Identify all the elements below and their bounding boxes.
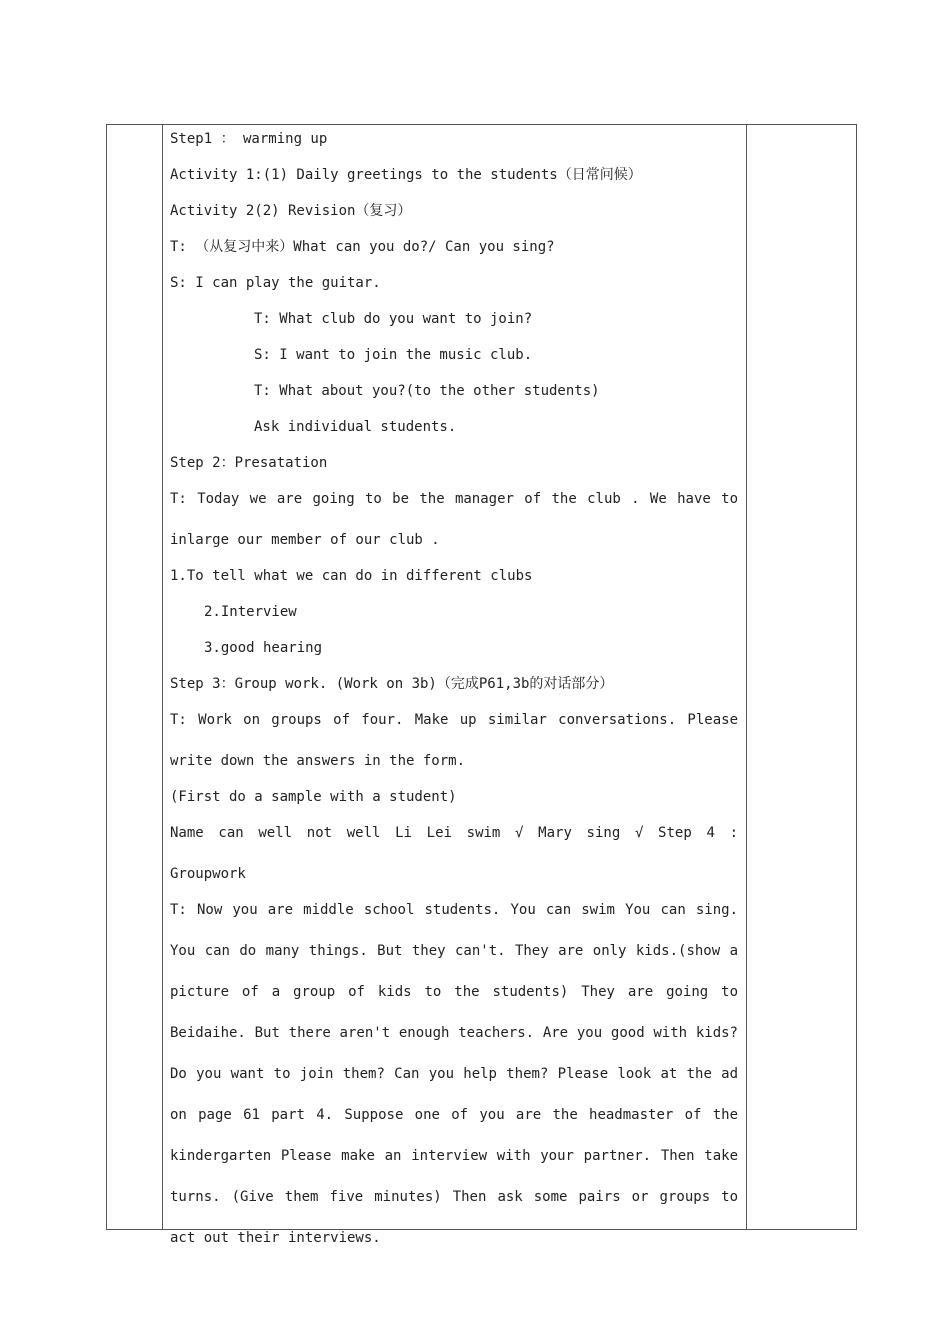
step3-text-line1: T: Work on groups of four. Make up similar conversations. Please [170,712,738,728]
step4-text-line9: act out their interviews. [170,1230,381,1246]
step2-text-line2: inlarge our member of our club . [170,532,440,548]
step2-heading: Step 2：Presatation [170,455,328,471]
form-line: Name can well not well Li Lei swim √ Mary sing √ Step 4 : [170,825,738,841]
step4-text-line1: T: Now you are middle school students. You can swim You can sing. [170,902,738,918]
list-item-1: 1.To tell what we can do in different clubs [170,568,533,584]
table-divider-right [746,124,747,1230]
step2-text-line1: T: Today we are going to be the manager of the club . We have to [170,491,738,507]
step1-heading: Step1 ： warming up [170,131,328,147]
step3-heading: Step 3：Group work. (Work on 3b)（完成P61,3b的对话部分） [170,676,614,692]
list-item-3: 3.good hearing [204,640,323,656]
teacher-club-question: T: What club do you want to join? [254,311,533,327]
ask-students-line: Ask individual students. [254,419,457,435]
activity2-line: Activity 2(2) Revision（复习） [170,203,412,219]
step4-text-line7: kindergarten Please make an interview with your partner. Then take [170,1148,738,1164]
list-item-2: 2.Interview [204,604,297,620]
groupwork-line: Groupwork [170,866,246,882]
teacher-question-line: T: （从复习中来）What can you do?/ Can you sing? [170,239,555,255]
teacher-followup: T: What about you?(to the other students) [254,383,600,399]
sample-note: (First do a sample with a student) [170,789,457,805]
table-divider-left [162,124,163,1230]
step4-text-line8: turns. (Give them five minutes) Then ask some pairs or groups to [170,1189,738,1205]
step3-text-line2: write down the answers in the form. [170,753,466,769]
step4-text-line6: on page 61 part 4. Suppose one of you are the headmaster of the [170,1107,738,1123]
activity1-line: Activity 1:(1) Daily greetings to the students（日常问候） [170,167,642,183]
step4-text-line4: Beidaihe. But there aren't enough teachers. Are you good with kids? [170,1025,738,1041]
student-answer-line: S: I can play the guitar. [170,275,381,291]
step4-text-line2: You can do many things. But they can't. They are only kids.(show a [170,943,738,959]
student-club-answer: S: I want to join the music club. [254,347,533,363]
step4-text-line3: picture of a group of kids to the students) They are going to [170,984,738,1000]
step4-text-line5: Do you want to join them? Can you help them? Please look at the ad [170,1066,738,1082]
